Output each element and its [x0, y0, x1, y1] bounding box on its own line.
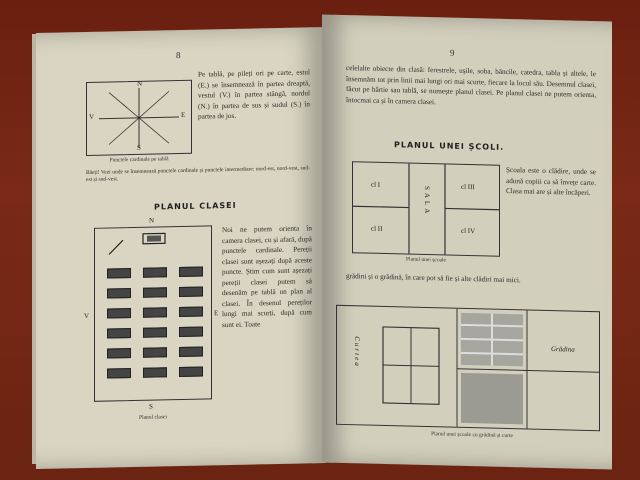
section-title: PLANUL CLASEI — [154, 200, 237, 212]
desk — [107, 268, 131, 279]
desk — [179, 347, 203, 358]
plan-north-label: N — [149, 216, 155, 225]
garden-label: Grădina — [551, 345, 575, 354]
school-plan — [352, 161, 500, 257]
desk — [107, 328, 131, 339]
desk — [107, 368, 131, 379]
page-number: 9 — [450, 47, 455, 58]
compass-west-label: V — [89, 112, 95, 121]
right-page — [322, 14, 612, 469]
bottom-text: grădini și o grădină, în care pot să fie și alte clădiri mai mici. — [346, 272, 521, 285]
desk — [143, 287, 167, 298]
desk — [107, 348, 131, 359]
bottom-caption: Planul unei școale cu grădină și curte — [431, 431, 513, 440]
compass-east-label: E — [181, 110, 186, 119]
compass-caption: Punctele cardinale pe tablă — [109, 156, 169, 164]
school-text: Școala este o clădire, unde se adună copiii ca să învețe carte. Clasa mai are și alte încăperi. — [506, 165, 596, 198]
desk — [107, 308, 131, 319]
plan-east-label: E — [214, 309, 219, 318]
plan-caption: Planul clasei — [139, 414, 167, 421]
desk — [143, 267, 167, 278]
desk — [179, 327, 203, 338]
desk — [179, 267, 203, 278]
room-label: cl IV — [461, 226, 476, 236]
hall-label: SALA — [423, 185, 431, 217]
top-text: celelalte obiecte din clasă: ferestrele, ușile, soba, băncile, catedra, tabla și altele, le însemnăm tot prin linii mai lungi ori mai scurte, fiecare la locul său. Desemnul clasei, făcut pe hârtie sau tablă, se numește planul clasei. Pe planul clasei ne putem orienta, întocmai ca și în camera clasei. — [346, 64, 596, 106]
desk — [143, 327, 167, 338]
small-text: Băeți! Vezi unde se însemnează punctele cardinale și punctele intermediare: nord-est, nord-vest, sud-est și sud-vest. — [86, 165, 310, 183]
school-garden-plan — [336, 305, 600, 431]
class-plan — [94, 225, 212, 401]
room-label: cl III — [461, 182, 475, 192]
yard-label: Curtea — [353, 336, 361, 368]
room-label: cl I — [371, 180, 381, 189]
plan-west-label: V — [84, 311, 90, 321]
left-page — [36, 27, 326, 469]
compass-north-label: N — [137, 79, 143, 88]
intro-text: Pe tablă, pe pileți ori pe carte, estul (E.) se însemnează în partea dreaptă, vestul (V.) în partea stângă, nordul (N.) în partea de sus și sudul (S.) în partea de jos. — [198, 68, 310, 121]
desk — [179, 287, 203, 298]
school-garden-drawing — [337, 306, 599, 430]
page-number: 8 — [176, 50, 181, 61]
section-title: PLANUL UNEI ȘCOLI. — [394, 140, 505, 152]
desk — [107, 288, 131, 299]
desk — [179, 307, 203, 318]
compass-south-label: S — [137, 143, 141, 152]
desk — [143, 347, 167, 358]
desk — [143, 367, 167, 378]
room-label: cl II — [371, 224, 383, 233]
plan-south-label: S — [149, 402, 153, 411]
desk — [143, 307, 167, 318]
compass-figure — [86, 80, 192, 156]
body-text: Noi ne putem orienta în camera clasei, cu și afară, după punctele cardinale. Pereții clasei sunt așezați după aceste puncte. Știm cum sunt așezați pereții clasei putem să desenăm pe tablă un plan al clasei. În desenul pereților lungi mai scurți, după cum sunt ei. Toate — [222, 224, 312, 329]
desk — [179, 367, 203, 378]
school-plan-caption: Planul unei școale — [405, 256, 447, 264]
